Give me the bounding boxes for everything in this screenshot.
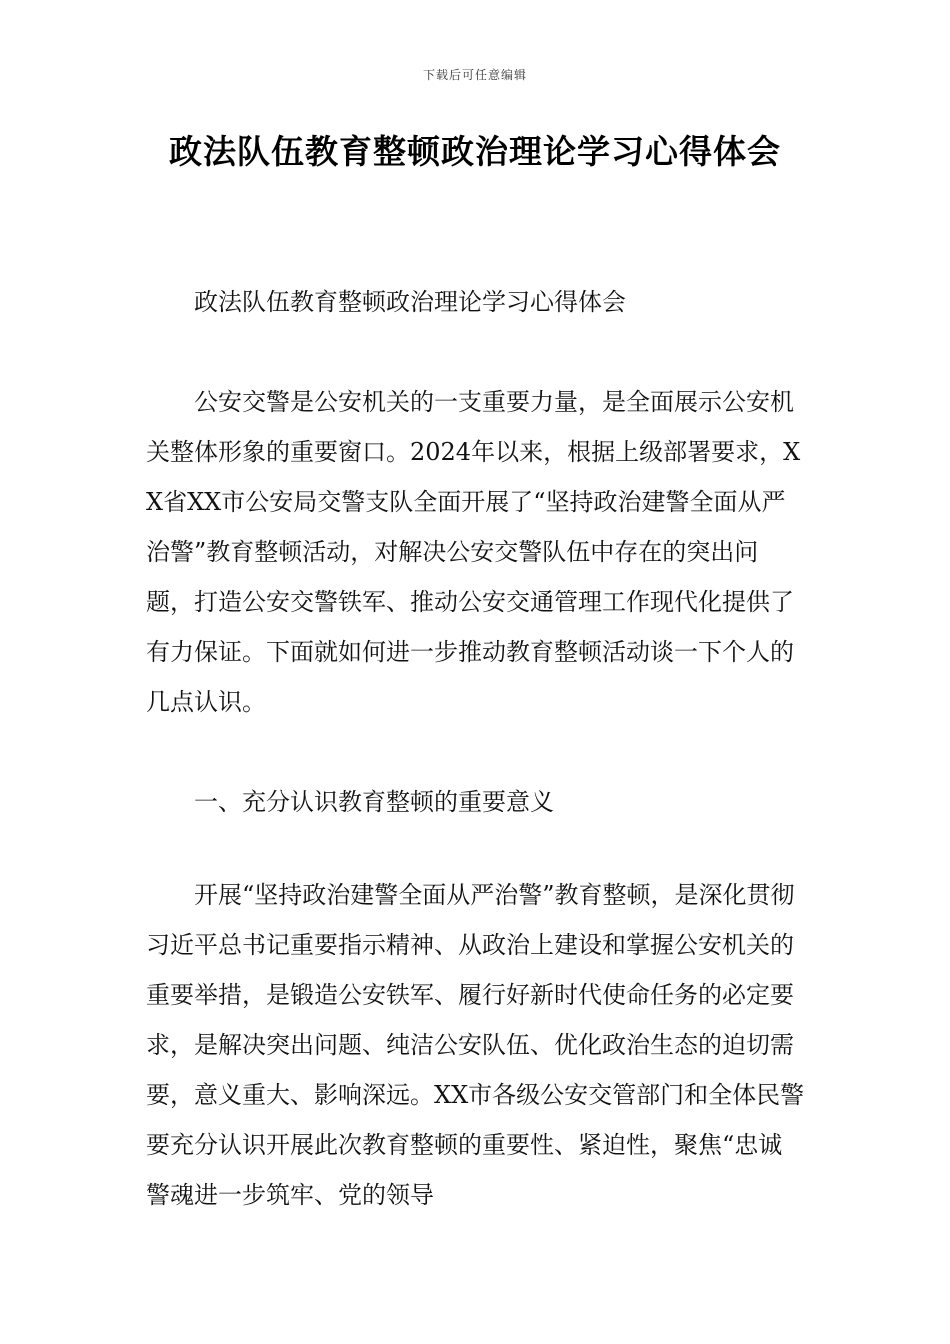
section-heading: 一、充分认识教育整顿的重要意义 <box>194 788 554 816</box>
paragraph-section-1: 开展“坚持政治建警全面从严治警”教育整顿，是深化贯彻习近平总书记重要指示精神、从政治上建设和掌握公安机关的重要举措，是锻造公安铁军、履行好新时代使命任务的必定要求，是解决突出问题、纯洁公安队伍、优化政治生态的迫切需要，意义重大、影响深远。XX市各级公安交管部门和全体民警要充分认识开展此次教育整顿的重要性、紧迫性，聚焦“忠诚警魂进一步筑牢、党的领导 <box>146 881 805 1209</box>
subtitle: 政法队伍教育整顿政治理论学习心得体会 <box>194 288 626 316</box>
paragraph-intro: 公安交警是公安机关的一支重要力量，是全面展示公安机关整体形象的重要窗口。2024年以来，根据上级部署要求，XX省XX市公安局交警支队全面开展了“坚持政治建警全面从严治警”教育整顿活动，对解决公安交警队伍中存在的突出问题，打造公安交警铁军、推动公安交通管理工作现代化提供了有力保证。下面就如何进一步推动教育整顿活动谈一下个人的几点认识。 <box>146 388 801 716</box>
document-title: 政法队伍教育整顿政治理论学习心得体会 <box>169 132 781 171</box>
header-note: 下载后可任意编辑 <box>422 68 527 82</box>
